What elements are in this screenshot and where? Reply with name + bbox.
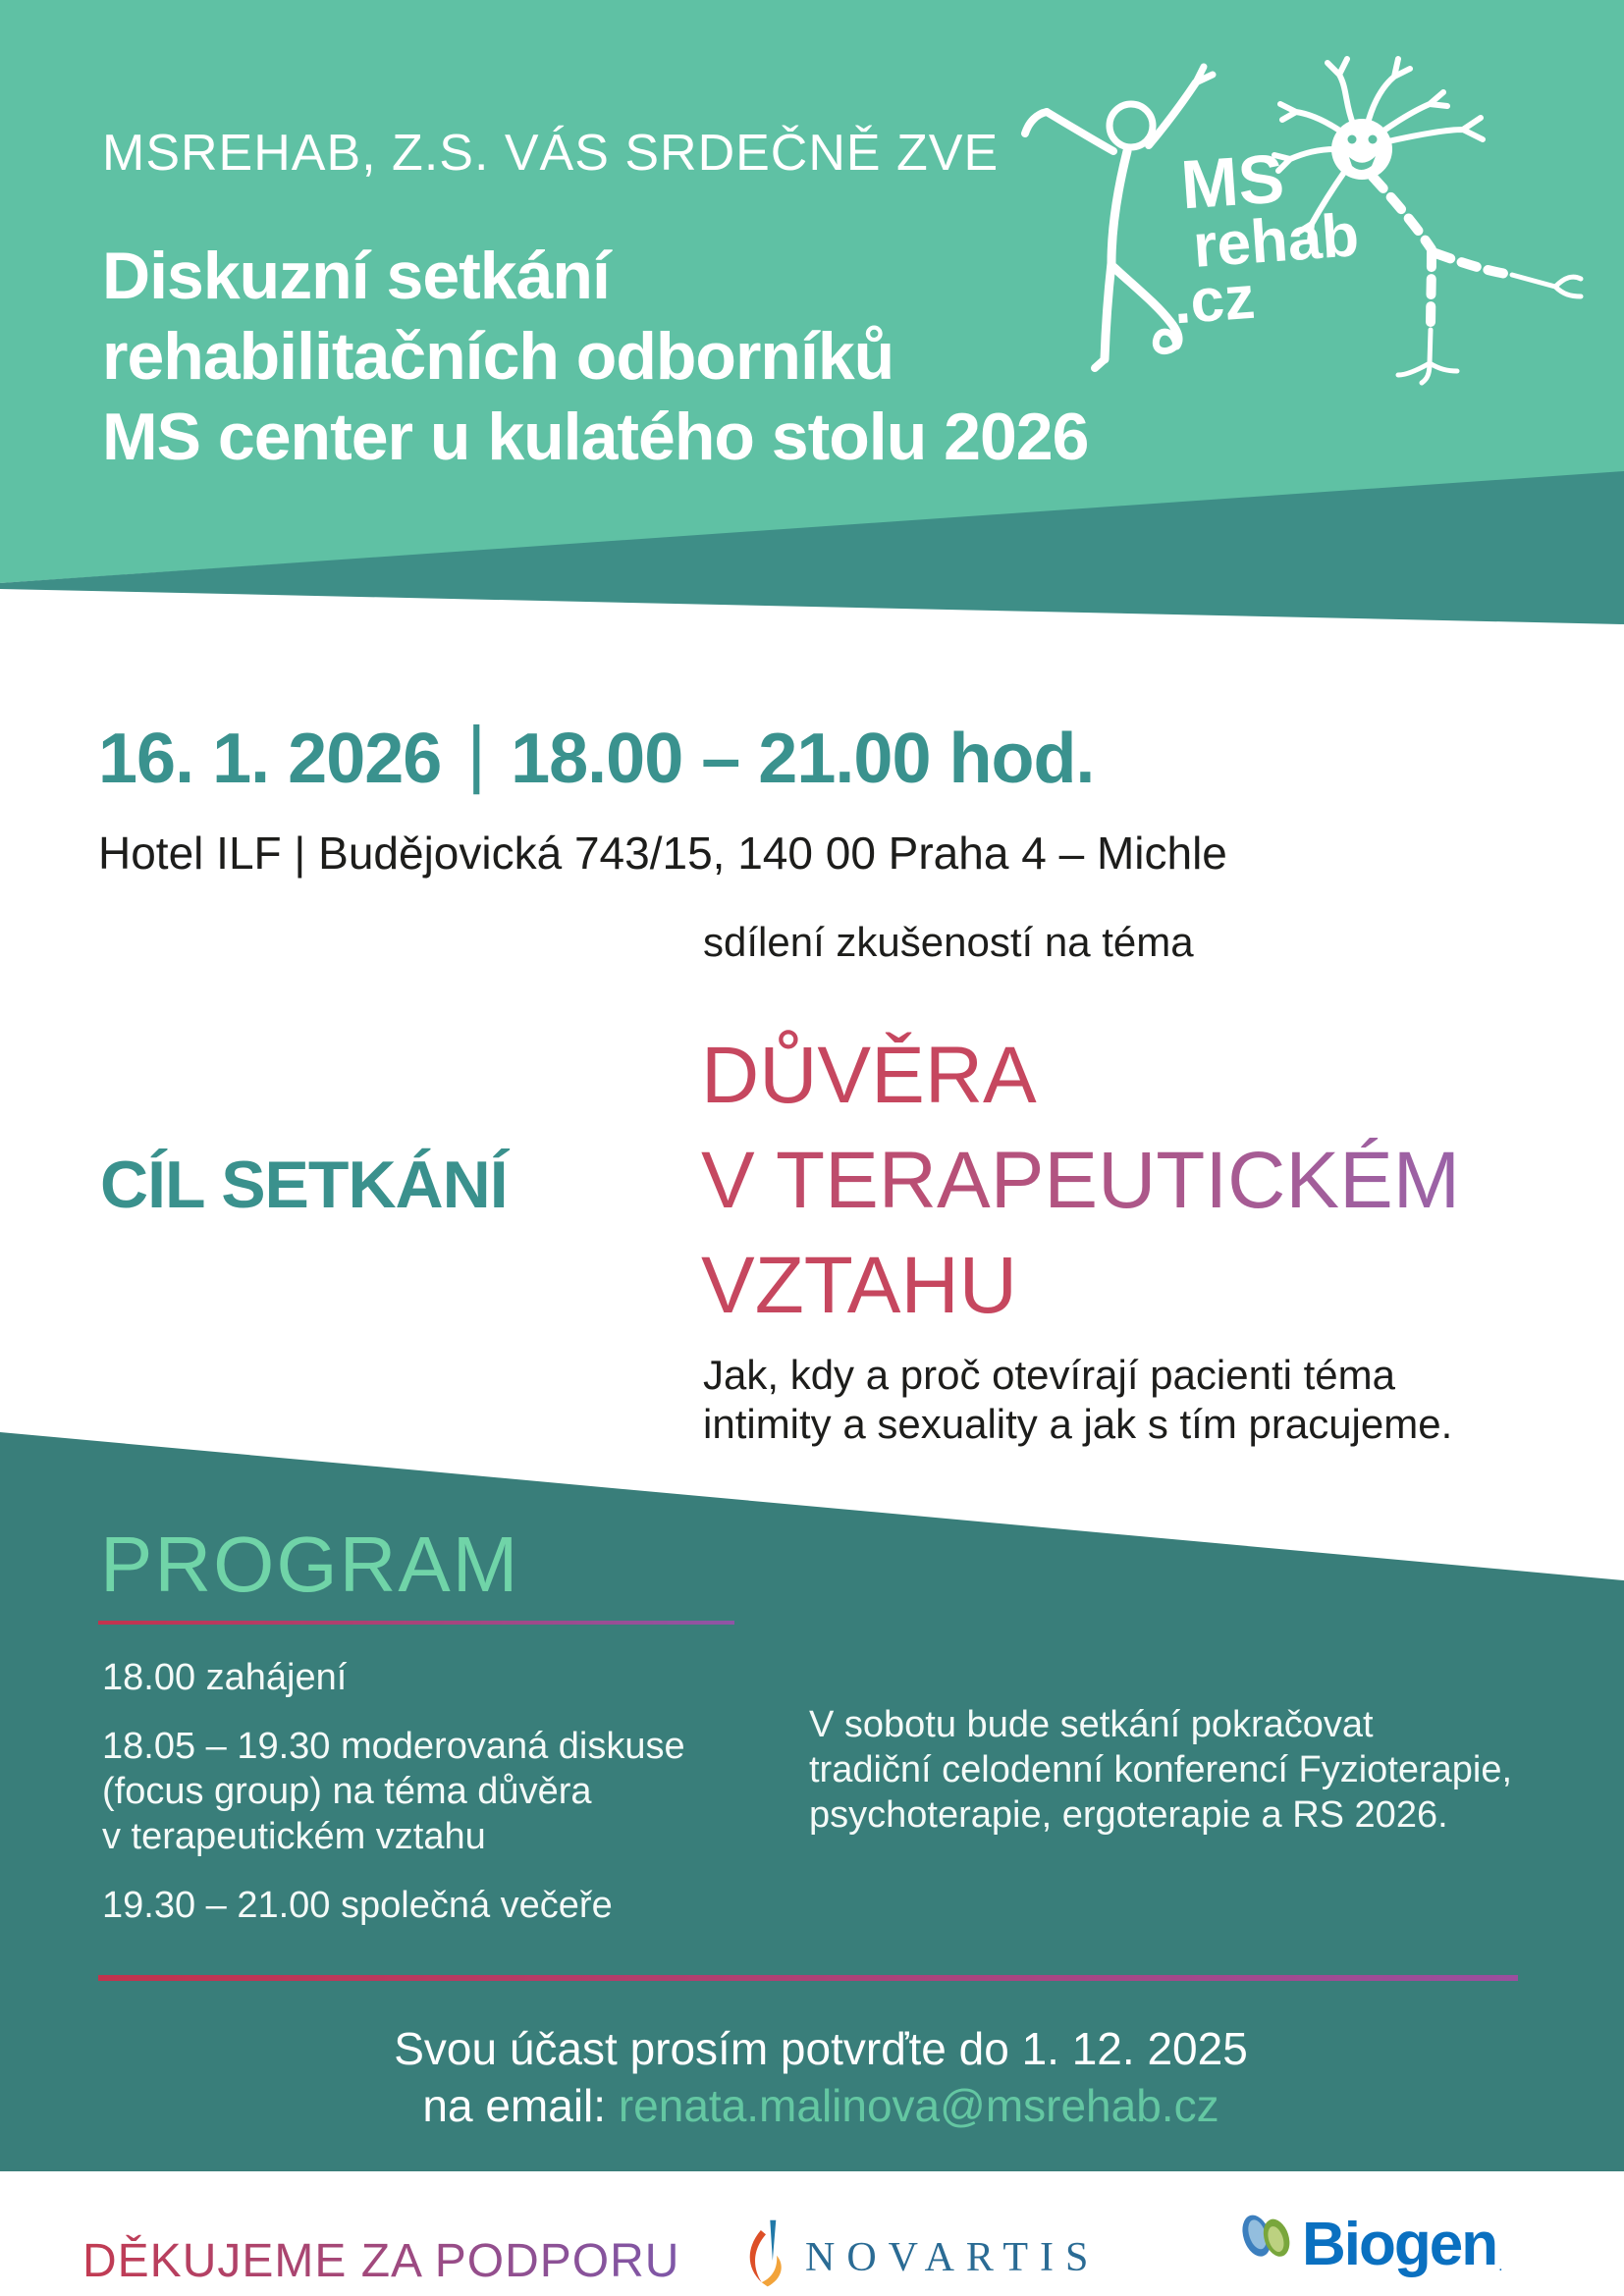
poster-title-line-2: rehabilitačních odborníků xyxy=(102,319,894,394)
goal-label: CÍL SETKÁNÍ xyxy=(100,1148,508,1222)
invitation-eyebrow: MSREHAB, Z.S. VÁS SRDEČNĚ ZVE xyxy=(102,125,1000,182)
rsvp-email-prefix: na email: xyxy=(422,2080,619,2131)
program-underline xyxy=(98,1621,734,1625)
poster-title-line-1: Diskuzní setkání xyxy=(102,239,610,313)
program-item-2-line-3: v terapeutickém vztahu xyxy=(102,1816,486,1857)
program-item-2-line-2: (focus group) na téma důvěra xyxy=(102,1771,592,1812)
rsvp-block xyxy=(0,2020,1624,2134)
biogen-globe-icon xyxy=(1235,2207,1296,2268)
novartis-logo xyxy=(742,2218,1100,2289)
program-heading: PROGRAM xyxy=(100,1521,520,1608)
event-date: 16. 1. 2026 xyxy=(98,720,442,798)
program-list xyxy=(102,1655,685,1928)
novartis-wordmark: NOVARTIS xyxy=(805,2235,1101,2280)
program-item-1 xyxy=(102,1655,685,1700)
poster-title-line-3: MS center u kulatého stolu 2026 xyxy=(102,400,1089,474)
logo-text-ms: MS xyxy=(1178,139,1287,224)
novartis-flame-icon xyxy=(742,2218,789,2289)
msrehab-wordmark xyxy=(1163,134,1365,337)
topic-line-3: VZTAHU xyxy=(701,1241,1017,1330)
logo-text-cz: .cz xyxy=(1170,263,1258,338)
rsvp-email-link[interactable]: renata.malinova@msrehab.cz xyxy=(618,2080,1219,2131)
program-item-2 xyxy=(102,1724,685,1859)
rsvp-line-1: Svou účast prosím potvrďte do 1. 12. 2025 xyxy=(394,2023,1248,2074)
topic-description-line-2: intimity a sexuality a jak s tím pracujeme. xyxy=(703,1401,1453,1447)
topic-heading xyxy=(701,1023,1460,1338)
program-item-3-line-1: 19.30 – 21.00 společná večeře xyxy=(102,1885,613,1926)
event-time: 18.00 – 21.00 hod. xyxy=(511,720,1095,798)
event-venue: Hotel ILF | Budějovická 743/15, 140 00 Praha 4 – Michle xyxy=(98,828,1227,879)
thanks-heading: DĚKUJEME ZA PODPORU xyxy=(82,2235,680,2287)
topic-line-2: V TERAPEUTICKÉM xyxy=(701,1128,1460,1233)
rsvp-divider xyxy=(98,1975,1518,1981)
date-time-separator: | xyxy=(466,712,486,795)
saturday-note xyxy=(809,1702,1512,1838)
rsvp-line-2 xyxy=(18,2077,1624,2134)
saturday-note-line-1: V sobotu bude setkání pokračovat xyxy=(809,1704,1374,1745)
logo-text-rehab: rehab xyxy=(1190,201,1362,281)
topic-line-1: DŮVĚRA xyxy=(701,1031,1037,1120)
topic-description-line-1: Jak, kdy a proč otevírají pacienti téma xyxy=(703,1352,1395,1398)
msrehab-logo xyxy=(982,39,1624,452)
saturday-note-line-3: psychoterapie, ergoterapie a RS 2026. xyxy=(809,1794,1448,1836)
biogen-logo xyxy=(1235,2207,1503,2278)
saturday-note-line-2: tradiční celodenní konferencí Fyzioterapie, xyxy=(809,1749,1513,1790)
program-item-3 xyxy=(102,1883,685,1928)
biogen-wordmark: Biogen xyxy=(1302,2211,1497,2278)
program-item-2-line-1: 18.05 – 19.30 moderovaná diskuse xyxy=(102,1726,685,1767)
program-item-1-line-1: 18.00 zahájení xyxy=(102,1657,348,1698)
poster-title xyxy=(102,236,1088,477)
topic-description xyxy=(703,1351,1452,1449)
biogen-registered-mark: . xyxy=(1498,2258,1503,2274)
topic-kicker: sdílení zkušeností na téma xyxy=(703,919,1194,965)
event-datetime xyxy=(98,712,1095,800)
